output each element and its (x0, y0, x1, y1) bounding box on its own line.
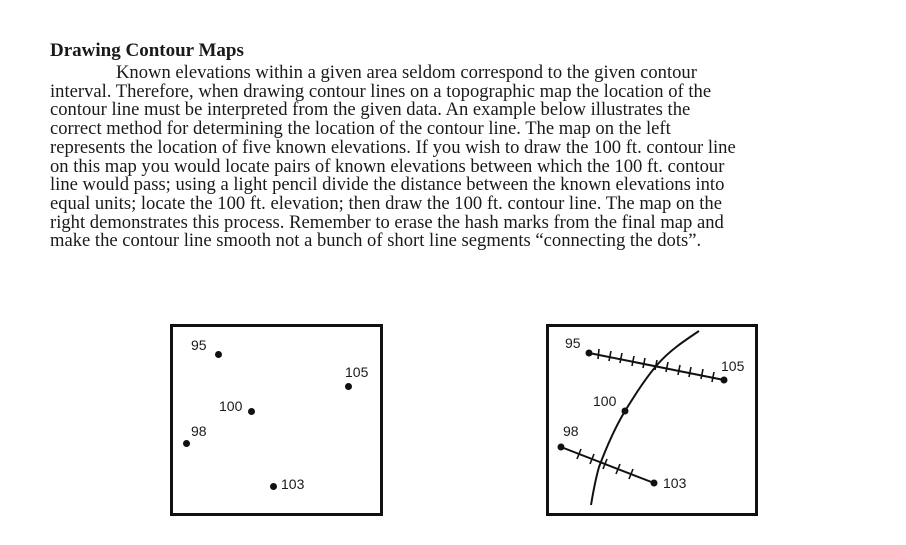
elevation-label-105: 105 (345, 364, 369, 380)
paragraph-line: interval. Therefore, when drawing contour lines on a topographic map the location of the (50, 80, 712, 102)
elevation-label-105: 105 (721, 358, 745, 374)
elevation-label-95: 95 (565, 335, 581, 351)
paragraph-line: Known elevations within a given area seldom correspond to the given contour (116, 62, 697, 83)
elevation-point-95 (215, 351, 222, 358)
elevation-label-103: 103 (663, 475, 687, 491)
elevation-point-103 (270, 483, 277, 490)
paragraph-line: correct method for determining the location of the contour line. The map on the left (50, 118, 671, 140)
contour-drawing (549, 327, 755, 513)
paragraph-line: make the contour line smooth not a bunch of short line segments “connecting the dots”. (50, 230, 702, 252)
elevation-point-95 (586, 350, 593, 357)
elevation-point-100 (622, 408, 629, 415)
elevation-label-100: 100 (219, 398, 243, 414)
instruction-paragraph (50, 64, 868, 251)
paragraph-line: line would pass; using a light pencil divide the distance between the known elevations into (50, 174, 725, 196)
paragraph-line: equal units; locate the 100 ft. elevation; then draw the 100 ft. contour line. The map on the (50, 192, 722, 214)
interpolation-line-98-103 (561, 447, 654, 483)
left-elevation-map (170, 324, 383, 516)
elevation-label-103: 103 (281, 476, 305, 492)
paragraph-line: contour line must be interpreted from the given data. An example below illustrates the (50, 99, 691, 121)
right-contour-map (546, 324, 758, 516)
elevation-point-103 (651, 480, 658, 487)
elevation-point-100 (248, 408, 255, 415)
paragraph-line: right demonstrates this process. Remember to erase the hash marks from the final map and (50, 211, 724, 233)
elevation-label-100: 100 (593, 393, 617, 409)
elevation-point-105 (721, 377, 728, 384)
heading: Drawing Contour Maps (50, 40, 244, 61)
paragraph-line: represents the location of five known elevations. If you wish to draw the 100 ft. contour line (50, 136, 736, 158)
elevation-label-95: 95 (191, 337, 207, 353)
paragraph-line: on this map you would locate pairs of known elevations between which the 100 ft. contour (50, 155, 725, 177)
elevation-label-98: 98 (563, 423, 579, 439)
elevation-point-98 (558, 444, 565, 451)
elevation-point-105 (345, 383, 352, 390)
elevation-label-98: 98 (191, 423, 207, 439)
elevation-point-98 (183, 440, 190, 447)
